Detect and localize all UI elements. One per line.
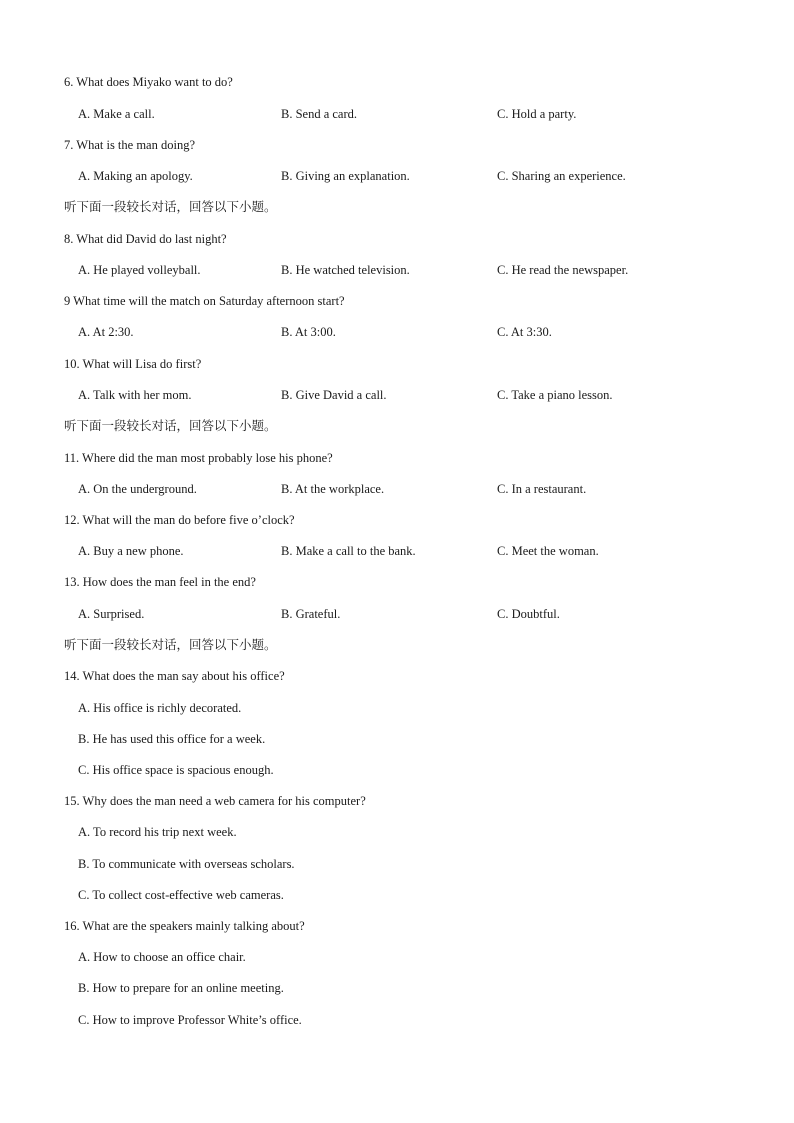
question-10-stem: 10. What will Lisa do first? [64,357,202,371]
question-8-stem: 8. What did David do last night? [64,232,227,246]
question-7-stem: 7. What is the man doing? [64,138,195,152]
section-instruction-2: 听下面一段较长对话，回答以下小题。 [64,418,277,433]
question-16-option-a[interactable]: A. How to choose an office chair. [78,950,246,964]
question-8-option-c[interactable]: C. He read the newspaper. [497,263,629,277]
question-6-stem: 6. What does Miyako want to do? [64,75,233,89]
question-7-option-b[interactable]: B. Giving an explanation. [281,169,410,183]
question-12-option-b[interactable]: B. Make a call to the bank. [281,544,416,558]
question-12-stem: 12. What will the man do before five o’clock? [64,513,295,527]
question-14-option-a[interactable]: A. His office is richly decorated. [78,701,242,715]
question-14-stem: 14. What does the man say about his office? [64,669,285,683]
question-7-option-c[interactable]: C. Sharing an experience. [497,169,626,183]
question-16-option-c[interactable]: C. How to improve Professor White’s office. [78,1013,302,1027]
question-10-option-c[interactable]: C. Take a piano lesson. [497,388,613,402]
question-15-option-b[interactable]: B. To communicate with overseas scholars. [78,857,295,871]
question-6-option-c[interactable]: C. Hold a party. [497,107,577,121]
question-9-stem: 9 What time will the match on Saturday afternoon start? [64,294,345,308]
question-14-option-c[interactable]: C. His office space is spacious enough. [78,763,274,777]
question-11-option-b[interactable]: B. At the workplace. [281,482,385,496]
question-13-option-c[interactable]: C. Doubtful. [497,607,560,621]
question-10-option-a[interactable]: A. Talk with her mom. [78,388,192,402]
section-instruction-1: 听下面一段较长对话，回答以下小题。 [64,199,277,214]
question-12-option-c[interactable]: C. Meet the woman. [497,544,599,558]
question-11-stem: 11. Where did the man most probably lose his phone? [64,451,333,465]
question-16-stem: 16. What are the speakers mainly talking about? [64,919,305,933]
question-9-option-c[interactable]: C. At 3:30. [497,325,552,339]
question-9-option-a[interactable]: A. At 2:30. [78,325,134,339]
section-instruction-3: 听下面一段较长对话，回答以下小题。 [64,637,277,652]
question-6-option-a[interactable]: A. Make a call. [78,107,155,121]
question-13-stem: 13. How does the man feel in the end? [64,575,256,589]
question-6-option-b[interactable]: B. Send a card. [281,107,358,121]
question-16-option-b[interactable]: B. How to prepare for an online meeting. [78,981,284,995]
question-7-option-a[interactable]: A. Making an apology. [78,169,193,183]
question-12-option-a[interactable]: A. Buy a new phone. [78,544,184,558]
question-13-option-a[interactable]: A. Surprised. [78,607,145,621]
question-15-option-c[interactable]: C. To collect cost-effective web cameras. [78,888,284,902]
question-11-option-a[interactable]: A. On the underground. [78,482,197,496]
question-11-option-c[interactable]: C. In a restaurant. [497,482,587,496]
question-10-option-b[interactable]: B. Give David a call. [281,388,387,402]
question-8-option-b[interactable]: B. He watched television. [281,263,410,277]
question-13-option-b[interactable]: B. Grateful. [281,607,341,621]
question-15-stem: 15. Why does the man need a web camera for his computer? [64,794,366,808]
question-15-option-a[interactable]: A. To record his trip next week. [78,825,237,839]
question-8-option-a[interactable]: A. He played volleyball. [78,263,201,277]
question-9-option-b[interactable]: B. At 3:00. [281,325,336,339]
question-14-option-b[interactable]: B. He has used this office for a week. [78,732,266,746]
